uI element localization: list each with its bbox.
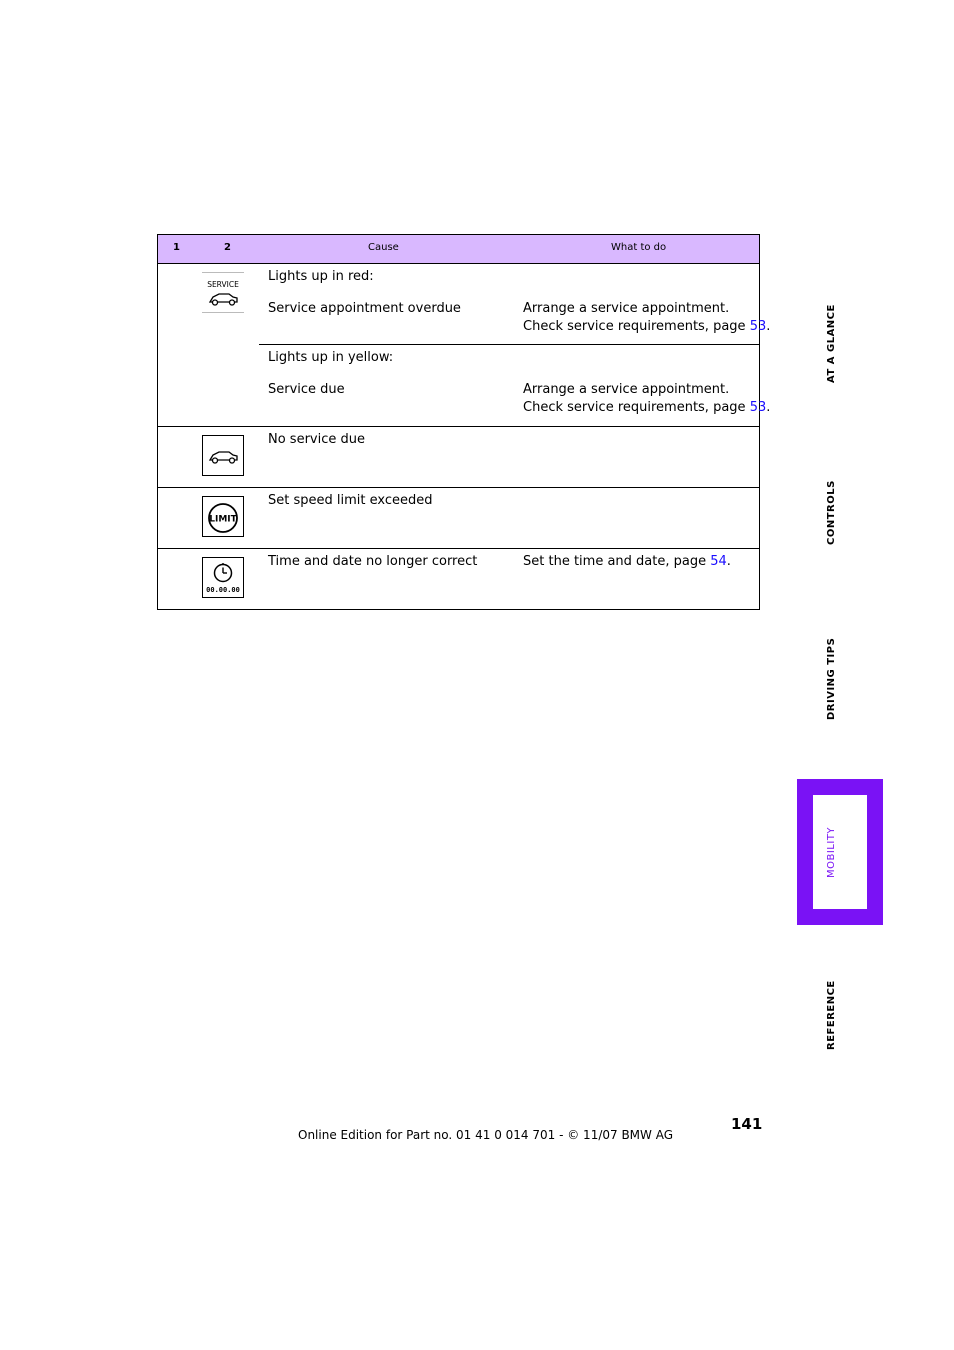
- tab-reference[interactable]: REFERENCE: [826, 980, 837, 1050]
- header-cause: Cause: [368, 242, 399, 253]
- header-col-1: 1: [173, 242, 180, 253]
- service-yellow-action-1: Arrange a service appointment.: [523, 382, 730, 397]
- service-yellow-action-text: Check service requirements, page: [523, 400, 750, 415]
- tab-mobility[interactable]: MOBILITY: [826, 826, 837, 878]
- service-yellow-action-2: [523, 399, 770, 417]
- time-date-action: [523, 553, 731, 571]
- header-what-to-do: What to do: [611, 242, 667, 253]
- svg-text:LIMIT: LIMIT: [209, 514, 237, 525]
- service-red-action-text: Check service requirements, page: [523, 319, 750, 334]
- tab-driving-tips[interactable]: DRIVING TIPS: [826, 637, 837, 720]
- header-col-2: 2: [224, 242, 231, 253]
- time-date-cause: Time and date no longer correct: [268, 554, 478, 569]
- speed-limit-icon: [202, 496, 244, 537]
- page-53-link[interactable]: 53: [749, 400, 767, 415]
- service-red-cause: Service appointment overdue: [268, 301, 461, 316]
- footer-edition: Online Edition for Part no. 01 41 0 014 701 - © 11/07 BMW AG: [298, 1128, 674, 1142]
- service-yellow-suffix: .: [766, 400, 771, 415]
- page-53-link[interactable]: 53: [749, 319, 767, 334]
- service-red-action-1: Arrange a service appointment.: [523, 301, 730, 316]
- svg-text:00.00.00: 00.00.00: [206, 586, 240, 594]
- car-icon: [202, 435, 244, 476]
- table-header: [158, 235, 759, 264]
- row-divider: [158, 548, 759, 549]
- page-number: 141: [731, 1115, 763, 1133]
- time-date-suffix: .: [726, 554, 731, 569]
- tab-controls[interactable]: CONTROLS: [826, 480, 837, 545]
- service-red-suffix: .: [766, 319, 771, 334]
- sub-row-divider: [259, 344, 759, 345]
- row-divider: [158, 426, 759, 427]
- indicator-table: [157, 234, 771, 610]
- tab-at-a-glance[interactable]: AT A GLANCE: [826, 304, 837, 383]
- svg-text:SERVICE: SERVICE: [207, 280, 239, 289]
- speed-limit-cause: Set speed limit exceeded: [268, 493, 433, 508]
- time-date-action-text: Set the time and date, page: [523, 554, 711, 569]
- service-yellow-cause: Service due: [268, 382, 345, 397]
- clock-icon: [202, 557, 244, 598]
- mobility-tab-inner: [813, 795, 867, 909]
- service-yellow-condition: Lights up in yellow:: [268, 350, 394, 365]
- service-red-action-2: [523, 318, 770, 336]
- row-divider: [158, 487, 759, 488]
- page-54-link[interactable]: 54: [710, 554, 727, 569]
- service-red-condition: Lights up in red:: [268, 269, 374, 284]
- service-icon: [202, 272, 244, 313]
- no-service-cause: No service due: [268, 432, 365, 447]
